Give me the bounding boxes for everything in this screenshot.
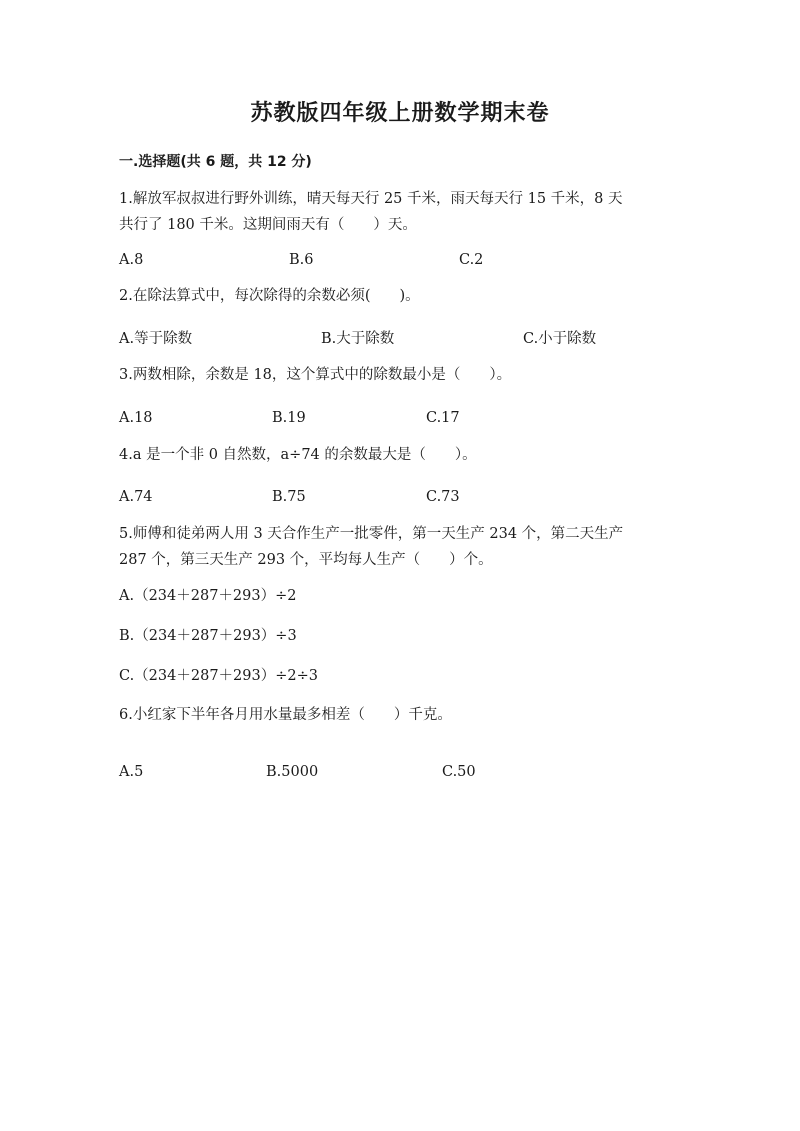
question-3-option-c: C.17 (426, 410, 460, 426)
question-1-text (119, 186, 689, 238)
question-4-text (119, 442, 689, 468)
question-1-option-b: B.6 (289, 252, 314, 268)
question-2-line-1: 2.在除法算式中，每次除得的余数必须( )。 (119, 288, 420, 304)
question-5-option-a: A.（234＋287＋293）÷2 (119, 588, 297, 604)
question-1-option-a: A.8 (119, 252, 144, 268)
question-1-line-2: 共行了 180 千米。这期间雨天有（ ）天。 (119, 217, 417, 233)
question-3-text (119, 362, 689, 388)
page-title: 苏教版四年级上册数学期末卷 (250, 100, 550, 126)
question-6-line-1: 6.小红家下半年各月用水量最多相差（ ）千克。 (119, 707, 452, 723)
section-heading: 一.选择题(共 6 题，共 12 分) (119, 154, 312, 170)
question-5-line-1: 5.师傅和徒弟两人用 3 天合作生产一批零件，第一天生产 234 个，第二天生产 (119, 526, 624, 542)
question-5-line-2: 287 个，第三天生产 293 个，平均每人生产（ ）个。 (119, 552, 493, 568)
question-2-option-b: B.大于除数 (321, 331, 395, 347)
question-1-line-1: 1.解放军叔叔进行野外训练，晴天每天行 25 千米，雨天每天行 15 千米，8 天 (119, 191, 623, 207)
question-3-line-1: 3.两数相除，余数是 18，这个算式中的除数最小是（ ）。 (119, 367, 512, 383)
question-1-option-c: C.2 (459, 252, 484, 268)
question-3-option-b: B.19 (272, 410, 306, 426)
question-5-text (119, 521, 689, 573)
question-5-option-c: C.（234＋287＋293）÷2÷3 (119, 668, 318, 684)
question-2-option-a: A.等于除数 (119, 331, 193, 347)
question-3-option-a: A.18 (119, 410, 153, 426)
question-6-option-c: C.50 (442, 764, 476, 780)
question-4-option-c: C.73 (426, 489, 460, 505)
question-2-text (119, 283, 689, 309)
question-4-option-b: B.75 (272, 489, 306, 505)
question-4-line-1: 4.a 是一个非 0 自然数，a÷74 的余数最大是（ ）。 (119, 447, 477, 463)
question-2-option-c: C.小于除数 (523, 331, 597, 347)
question-6-option-b: B.5000 (266, 764, 319, 780)
question-4-option-a: A.74 (119, 489, 153, 505)
question-6-option-a: A.5 (119, 764, 144, 780)
question-5-option-b: B.（234＋287＋293）÷3 (119, 628, 297, 644)
question-6-text (119, 702, 689, 728)
